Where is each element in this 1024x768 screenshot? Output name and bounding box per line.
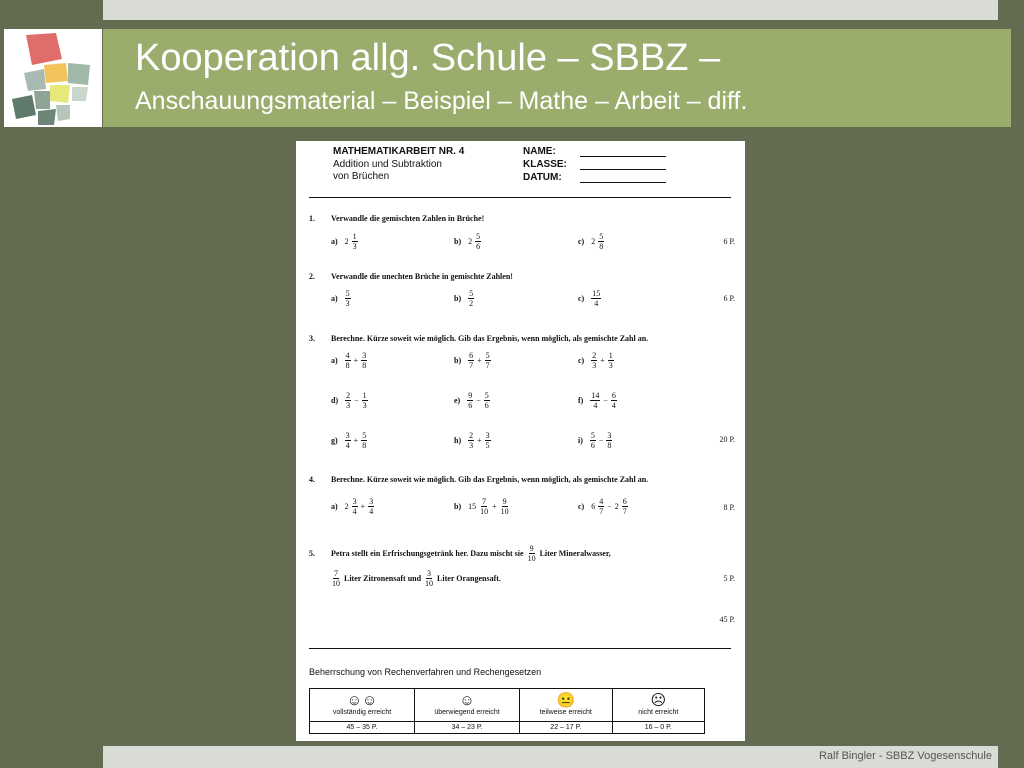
numerator: 1	[362, 391, 367, 400]
numerator: 5	[599, 232, 604, 241]
q2-item-c	[578, 289, 601, 308]
grade-label: überwiegend erreicht	[434, 709, 500, 716]
q1-number: 1.	[309, 214, 315, 223]
operator: −	[354, 396, 359, 405]
happy-face-icon: ☺	[459, 692, 475, 709]
q5-text-1: Petra stellt ein Erfrischungsgetränk her. Dazu mischt sie	[331, 549, 524, 558]
whole-number: 15	[468, 502, 477, 511]
denominator: 8	[599, 242, 604, 251]
grade-range: 16 – 0 P.	[612, 722, 704, 734]
q3-item-b	[454, 351, 491, 370]
numerator: 5	[362, 431, 367, 440]
denominator: 4	[594, 299, 599, 308]
fraction	[467, 391, 473, 410]
logo-mosaic-icon	[4, 29, 102, 127]
denominator: 8	[607, 441, 612, 450]
q2-points: 6 P.	[723, 294, 735, 303]
numerator: 3	[345, 431, 350, 440]
whole-number: 2	[468, 237, 473, 246]
numerator: 3	[427, 569, 432, 578]
denominator: 5	[485, 441, 490, 450]
denominator: 2	[469, 299, 474, 308]
q3-item-d	[331, 391, 368, 410]
total-points: 45 P.	[719, 615, 735, 624]
denominator: 3	[352, 242, 357, 251]
denominator: 6	[468, 401, 473, 410]
numerator: 1	[608, 351, 613, 360]
item-label: c)	[578, 356, 585, 365]
fraction	[485, 351, 491, 370]
fraction	[468, 351, 474, 370]
name-line	[580, 156, 666, 157]
operator: −	[607, 502, 612, 511]
q1-item-b	[454, 232, 481, 251]
operator: +	[477, 436, 482, 445]
denominator: 3	[345, 299, 350, 308]
fraction	[527, 544, 537, 563]
item-label: a)	[331, 294, 338, 303]
item-label: b)	[454, 356, 462, 365]
fraction	[424, 569, 434, 588]
whole-number: 2	[591, 237, 596, 246]
top-strip	[103, 0, 998, 20]
numerator: 14	[591, 391, 600, 400]
denominator: 4	[611, 401, 616, 410]
q2-text: Verwandle die unechten Brüche in gemischte Zahlen!	[331, 272, 513, 281]
denominator: 7	[469, 361, 474, 370]
q5-text-4: Liter Orangensaft.	[437, 574, 501, 583]
numerator: 5	[485, 351, 490, 360]
school-logo	[4, 29, 102, 127]
numerator: 7	[334, 569, 338, 578]
sad-face-icon: ☹	[650, 692, 667, 709]
numerator: 7	[482, 497, 487, 506]
numerator: 9	[502, 497, 507, 506]
denominator: 4	[593, 401, 598, 410]
numerator: 3	[485, 431, 490, 440]
denominator: 3	[608, 361, 613, 370]
item-label: g)	[331, 436, 338, 445]
item-label: b)	[454, 294, 462, 303]
denominator: 6	[484, 401, 489, 410]
numerator: 5	[590, 431, 595, 440]
q3-text: Berechne. Kürze soweit wie möglich. Gib das Ergebnis, wenn möglich, als gemischte Zahl an.	[331, 334, 649, 343]
denominator: 8	[362, 441, 367, 450]
grade-label: teilweise erreicht	[539, 709, 592, 716]
header-divider	[309, 197, 731, 198]
item-label: b)	[454, 237, 462, 246]
fraction	[345, 391, 351, 410]
fraction	[591, 289, 601, 308]
item-label: e)	[454, 396, 461, 405]
q3-item-e	[454, 391, 490, 410]
fraction	[608, 351, 614, 370]
q5-line-2	[331, 569, 501, 588]
worksheet	[296, 141, 745, 741]
denominator: 4	[352, 507, 357, 516]
numerator: 4	[599, 497, 604, 506]
fraction	[485, 431, 491, 450]
q3-item-c	[578, 351, 614, 370]
denominator: 3	[346, 401, 351, 410]
fraction	[500, 497, 510, 516]
fraction	[345, 289, 351, 308]
fraction	[590, 391, 600, 410]
q5-points: 5 P.	[723, 574, 735, 583]
item-label: h)	[454, 436, 462, 445]
neutral-face-icon: 😐	[556, 692, 576, 709]
q4-item-b	[454, 497, 510, 516]
whole-number: 6	[591, 502, 596, 511]
q2-number: 2.	[309, 272, 315, 281]
q1-points: 6 P.	[723, 237, 735, 246]
q4-text: Berechne. Kürze soweit wie möglich. Gib das Ergebnis, wenn möglich, als gemischte Zahl an.	[331, 475, 649, 484]
fraction	[591, 351, 597, 370]
operator: −	[476, 396, 481, 405]
q4-points: 8 P.	[723, 503, 735, 512]
denominator: 8	[362, 361, 367, 370]
operator: +	[360, 502, 366, 511]
fraction	[475, 232, 481, 251]
denominator: 3	[469, 441, 474, 450]
numerator: 5	[345, 289, 350, 298]
operator: +	[600, 356, 605, 365]
denominator: 3	[362, 401, 367, 410]
numerator: 15	[592, 289, 601, 298]
fraction	[352, 497, 358, 516]
grading-row-icons	[310, 689, 705, 722]
numerator: 3	[369, 497, 374, 506]
grading-table	[309, 688, 705, 734]
denominator: 6	[476, 242, 481, 251]
whole-number: 2	[614, 502, 619, 511]
q4-item-c	[578, 497, 628, 516]
numerator: 3	[362, 351, 367, 360]
fraction	[622, 497, 628, 516]
item-label: f)	[578, 396, 584, 405]
fraction	[368, 497, 374, 516]
denominator: 4	[345, 441, 350, 450]
numerator: 4	[345, 351, 350, 360]
numerator: 6	[622, 497, 627, 506]
worksheet-subtitle-1: Addition und Subtraktion	[333, 159, 442, 170]
numerator: 9	[468, 391, 473, 400]
fraction	[331, 569, 341, 588]
q2-item-a	[331, 289, 351, 308]
q5-text-3: Liter Zitronensaft und	[344, 574, 422, 583]
operator: −	[598, 436, 604, 445]
q3-item-a	[331, 351, 367, 370]
q3-item-h	[454, 431, 491, 450]
fraction	[345, 351, 351, 370]
q4-number: 4.	[309, 475, 315, 484]
numerator: 6	[611, 391, 616, 400]
item-label: c)	[578, 237, 585, 246]
item-label: i)	[578, 436, 583, 445]
q3-item-i	[578, 431, 612, 450]
grade-range: 45 – 35 P.	[310, 722, 415, 734]
numerator: 2	[592, 351, 597, 360]
numerator: 5	[484, 391, 489, 400]
worksheet-subtitle-2: von Brüchen	[333, 171, 390, 182]
numerator: 5	[476, 232, 481, 241]
q5-line-1	[331, 544, 611, 563]
numerator: 1	[352, 232, 357, 241]
operator: +	[492, 502, 497, 511]
numerator: 3	[352, 497, 357, 506]
item-label: b)	[454, 502, 462, 511]
fraction	[598, 232, 604, 251]
q5-number: 5.	[309, 549, 315, 558]
fraction	[361, 431, 367, 450]
q1-text: Verwandle die gemischten Zahlen in Brüche!	[331, 214, 485, 223]
operator: +	[353, 436, 359, 445]
fraction	[611, 391, 617, 410]
fraction	[479, 497, 489, 516]
q1-item-a	[331, 232, 358, 251]
denominator: 6	[590, 441, 595, 450]
grade-range: 22 – 17 P.	[520, 722, 612, 734]
numerator: 3	[607, 431, 612, 440]
item-label: c)	[578, 502, 585, 511]
q4-item-a	[331, 497, 374, 516]
numerator: 5	[469, 289, 474, 298]
grading-heading: Beherrschung von Rechenverfahren und Rechengesetzen	[309, 667, 542, 677]
item-label: a)	[331, 356, 338, 365]
fraction	[468, 289, 474, 308]
denominator: 10	[332, 579, 340, 588]
fraction	[352, 232, 358, 251]
footer-credit: Ralf Bingler - SBBZ Vogesenschule	[818, 750, 992, 762]
denominator: 8	[345, 361, 350, 370]
grading-row-ranges	[310, 722, 705, 734]
numerator: 6	[469, 351, 474, 360]
denominator: 7	[485, 361, 490, 370]
grade-range: 34 – 23 P.	[415, 722, 520, 734]
date-label: DATUM:	[523, 172, 562, 183]
grade-cell-1	[310, 689, 415, 722]
q3-item-f	[578, 391, 617, 410]
item-label: d)	[331, 396, 339, 405]
grade-label: nicht erreicht	[638, 709, 679, 716]
denominator: 7	[622, 507, 627, 516]
double-happy-face-icon: ☺☺	[346, 692, 378, 709]
q1-item-c	[578, 232, 604, 251]
title-bar	[103, 29, 1011, 127]
q2-item-b	[454, 289, 474, 308]
item-label: c)	[578, 294, 585, 303]
denominator: 4	[369, 507, 374, 516]
operator: +	[477, 356, 482, 365]
q3-points: 20 P.	[719, 435, 735, 444]
footer-divider	[309, 648, 731, 649]
grade-cell-3	[520, 689, 612, 722]
slide-title: Kooperation allg. Schule – SBBZ –	[135, 37, 721, 79]
whole-number: 2	[344, 237, 349, 246]
denominator: 10	[500, 507, 509, 516]
slide-subtitle: Anschauungsmaterial – Beispiel – Mathe – Arbeit – diff.	[135, 87, 748, 115]
numerator: 2	[469, 431, 474, 440]
whole-number: 2	[344, 502, 349, 511]
class-line	[580, 169, 666, 170]
denominator: 3	[592, 361, 597, 370]
operator: +	[353, 356, 359, 365]
fraction	[362, 391, 368, 410]
item-label: a)	[331, 502, 338, 511]
denominator: 7	[599, 507, 604, 516]
fraction	[468, 431, 474, 450]
operator: −	[603, 396, 608, 405]
footer-bar	[103, 746, 998, 768]
denominator: 10	[425, 579, 434, 588]
name-label: NAME:	[523, 146, 556, 157]
grade-cell-2	[415, 689, 520, 722]
q5-text-2: Liter Mineralwasser,	[539, 549, 611, 558]
fraction	[598, 497, 604, 516]
numerator: 2	[346, 391, 351, 400]
numerator: 9	[529, 544, 534, 553]
q3-number: 3.	[309, 334, 315, 343]
grade-cell-4	[612, 689, 704, 722]
denominator: 10	[480, 507, 489, 516]
q3-item-g	[331, 431, 367, 450]
fraction	[590, 431, 596, 450]
class-label: KLASSE:	[523, 159, 567, 170]
denominator: 10	[527, 554, 536, 563]
fraction	[345, 431, 351, 450]
fraction	[361, 351, 367, 370]
grade-label: vollständig erreicht	[332, 709, 392, 716]
date-line	[580, 182, 666, 183]
worksheet-title: MATHEMATIKARBEIT NR. 4	[333, 146, 465, 157]
fraction	[606, 431, 612, 450]
item-label: a)	[331, 237, 338, 246]
fraction	[484, 391, 490, 410]
